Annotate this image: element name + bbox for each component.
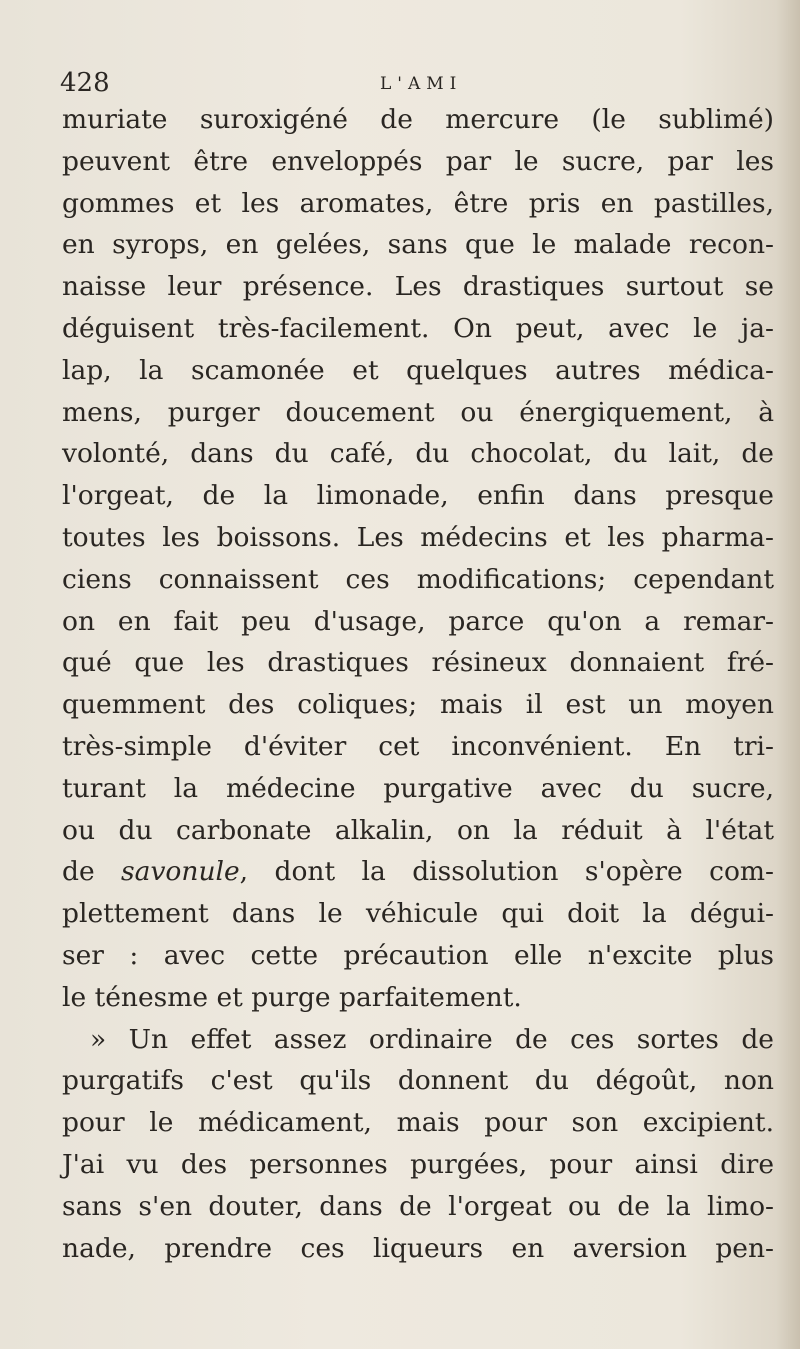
page-number: 428 bbox=[60, 68, 110, 98]
text-line: turant la médecine purgative avec du sucre, bbox=[62, 772, 774, 804]
body-text bbox=[62, 99, 774, 1269]
text-line: en syrops, en gelées, sans que le malade recon- bbox=[62, 229, 774, 261]
text-line: déguisent très-facilement. On peut, avec le ja- bbox=[62, 312, 774, 344]
text-line: peuvent être enveloppés par le sucre, par les bbox=[62, 145, 774, 177]
text-line: ciens connaissent ces modifications; cependant bbox=[62, 563, 774, 595]
text-line: sans s'en douter, dans de l'orgeat ou de la limo- bbox=[62, 1190, 774, 1222]
text-line: très-simple d'éviter cet inconvénient. En tri- bbox=[62, 730, 774, 762]
text-line: muriate suroxigéné de mercure (le sublimé) bbox=[62, 104, 774, 135]
text-line: l'orgeat, de la limonade, enfin dans presque bbox=[62, 480, 774, 512]
text-line: lap, la scamonée et quelques autres médica- bbox=[62, 354, 774, 386]
text-line: plettement dans le véhicule qui doit la dégui- bbox=[62, 898, 774, 930]
text-segment: de bbox=[62, 856, 122, 888]
text-line: » Un effet assez ordinaire de ces sortes de bbox=[90, 1023, 774, 1055]
text-line bbox=[62, 851, 774, 893]
text-line: volonté, dans du café, du chocolat, du lait, de bbox=[62, 438, 774, 470]
text-line: ser : avec cette précaution elle n'excite plus bbox=[62, 939, 774, 971]
text-line: J'ai vu des personnes purgées, pour ainsi dire bbox=[62, 1148, 774, 1180]
text-line: qué que les drastiques résineux donnaient fré- bbox=[62, 647, 774, 679]
running-head bbox=[0, 68, 800, 102]
text-line: ou du carbonate alkalin, on la réduit à l'état bbox=[62, 814, 774, 846]
text-line: naisse leur présence. Les drastiques surtout se bbox=[62, 271, 774, 303]
text-line: le ténesme et purge parfaitement. bbox=[62, 981, 522, 1013]
text-line: pour le médicament, mais pour son excipient. bbox=[62, 1107, 774, 1139]
running-title: L'AMI bbox=[380, 74, 463, 94]
text-segment: , dont la dissolution s'opère com- bbox=[239, 856, 774, 888]
italic-term: savonule bbox=[121, 856, 240, 888]
text-line: gommes et les aromates, être pris en pastilles, bbox=[62, 187, 774, 219]
text-line: on en fait peu d'usage, parce qu'on a remar- bbox=[62, 605, 774, 637]
text-line: mens, purger doucement ou énergiquement, à bbox=[62, 396, 774, 428]
text-line: nade, prendre ces liqueurs en aversion pen- bbox=[62, 1232, 774, 1264]
text-line: toutes les boissons. Les médecins et les pharma- bbox=[62, 521, 774, 553]
text-line: quemment des coliques; mais il est un moyen bbox=[62, 689, 774, 721]
text-line: purgatifs c'est qu'ils donnent du dégoût, non bbox=[62, 1065, 774, 1097]
